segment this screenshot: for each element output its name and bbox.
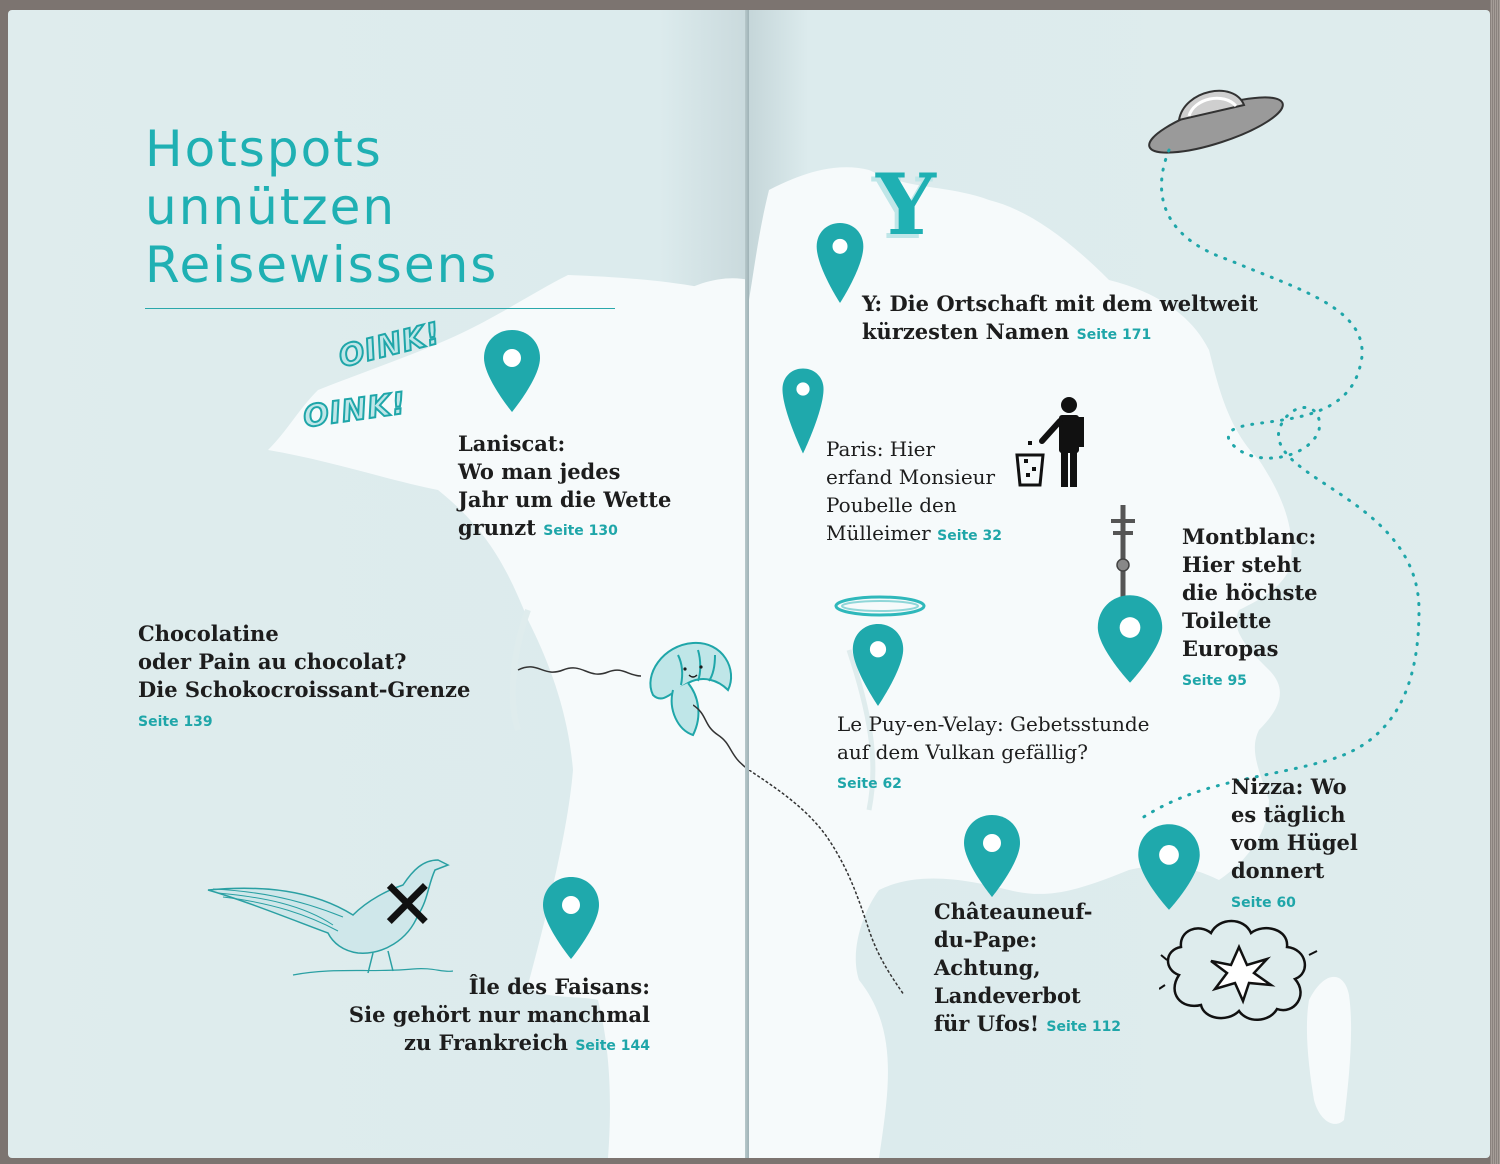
hotspot-chateauneuf-line-1: Châteauneuf- — [934, 899, 1093, 924]
page-reference: Seite 62 — [837, 776, 902, 792]
hotspot-chateauneuf — [934, 898, 1121, 1041]
x-mark-icon: ✕ — [378, 864, 437, 946]
hotspot-faisans — [338, 973, 650, 1060]
page-reference: Seite 130 — [543, 523, 618, 539]
hotspot-chocolatine — [138, 620, 470, 736]
hotspot-laniscat-line-3: Jahr um die Wette — [458, 487, 672, 512]
hotspot-y-line-2: kürzesten Namen — [862, 319, 1070, 344]
hotspot-puy-line-2: auf dem Vulkan gefällig? — [837, 740, 1088, 764]
hotspot-montblanc-line-1: Montblanc: — [1182, 524, 1317, 549]
right-page — [749, 10, 1490, 1158]
map-pin-icon — [1095, 593, 1165, 685]
page-reference: Seite 60 — [1231, 895, 1296, 911]
page-title — [145, 120, 498, 294]
hotspot-nizza-line-3: vom Hügel — [1231, 830, 1358, 855]
map-pin-icon — [815, 220, 865, 306]
hotspot-montblanc-line-4: Toilette — [1182, 608, 1272, 633]
hotspot-laniscat-line-1: Laniscat: — [458, 431, 566, 456]
page-reference: Seite 144 — [575, 1038, 650, 1054]
page-reference: Seite 32 — [937, 528, 1003, 544]
hotspot-faisans-line-1: Île des Faisans: — [468, 974, 650, 999]
map-pin-icon — [851, 622, 905, 708]
hotspot-y-line-1: Y: Die Ortschaft mit dem weltweit — [862, 291, 1258, 316]
hotspot-puy-line-1: Le Puy-en-Velay: Gebetsstunde — [837, 712, 1150, 736]
hotspot-nizza — [1231, 773, 1358, 917]
hotspot-montblanc-line-5: Europas — [1182, 636, 1279, 661]
chocolatine-line — [693, 700, 749, 780]
hotspot-laniscat — [458, 430, 671, 545]
page-reference: Seite 95 — [1182, 673, 1247, 689]
hotspot-montblanc-line-2: Hier steht — [1182, 552, 1302, 577]
book-edge — [1490, 0, 1500, 1164]
hotspot-laniscat-line-4: grunzt — [458, 515, 536, 540]
title-line-3: Reisewissens — [145, 236, 499, 294]
title-underline — [145, 308, 615, 309]
hotspot-paris-line-2: erfand Monsieur — [826, 465, 996, 489]
hotspot-montblanc — [1182, 523, 1318, 695]
hotspot-chateauneuf-line-5: für Ufos! — [934, 1011, 1040, 1036]
explosion-icon — [1159, 915, 1319, 1025]
page-reference: Seite 171 — [1076, 327, 1152, 343]
title-line-1: Hotspots — [145, 120, 383, 178]
hotspot-chocolatine-line-1: Chocolatine — [138, 621, 279, 646]
page-reference: Seite 139 — [138, 714, 213, 730]
hotspot-paris — [826, 435, 1002, 550]
halo-icon — [832, 592, 928, 620]
hotspot-nizza-line-4: donnert — [1231, 858, 1325, 883]
map-pin-icon — [781, 365, 825, 457]
hotspot-montblanc-line-3: die höchste — [1182, 580, 1318, 605]
hotspot-chateauneuf-line-2: du-Pape: — [934, 927, 1038, 952]
hotspot-chocolatine-line-2: oder Pain au chocolat? — [138, 649, 407, 674]
hotspot-nizza-line-2: es täglich — [1231, 802, 1346, 827]
letter-y-icon: Y — [876, 155, 936, 254]
hotspot-faisans-line-2: Sie gehört nur manchmal — [348, 1002, 650, 1027]
oink-sticker-2: OINK! — [301, 385, 409, 436]
hotspot-chateauneuf-line-3: Achtung, — [934, 955, 1041, 980]
hotspot-chocolatine-line-3: Die Schokocroissant-Grenze — [138, 677, 471, 702]
map-pin-icon — [962, 813, 1022, 899]
trash-person-icon — [1014, 395, 1089, 490]
oink-sticker-1: OINK! — [335, 315, 445, 376]
title-line-2: unnützen — [145, 178, 397, 236]
hotspot-paris-line-1: Paris: Hier — [826, 437, 936, 461]
page-reference: Seite 112 — [1046, 1019, 1122, 1035]
hotspot-paris-line-4: Mülleimer — [826, 521, 931, 545]
hotspot-nizza-line-1: Nizza: Wo — [1231, 774, 1347, 799]
hotspot-faisans-line-3: zu Frankreich — [404, 1030, 569, 1055]
left-page — [8, 10, 749, 1158]
hotspot-chateauneuf-line-4: Landeverbot — [934, 983, 1081, 1008]
map-pin-icon — [541, 875, 601, 961]
hotspot-laniscat-line-2: Wo man jedes — [458, 459, 621, 484]
map-pin-icon — [1136, 822, 1202, 912]
map-pin-icon — [482, 328, 542, 414]
hotspot-paris-line-3: Poubelle den — [826, 493, 957, 517]
chocolatine-line — [749, 770, 909, 1000]
